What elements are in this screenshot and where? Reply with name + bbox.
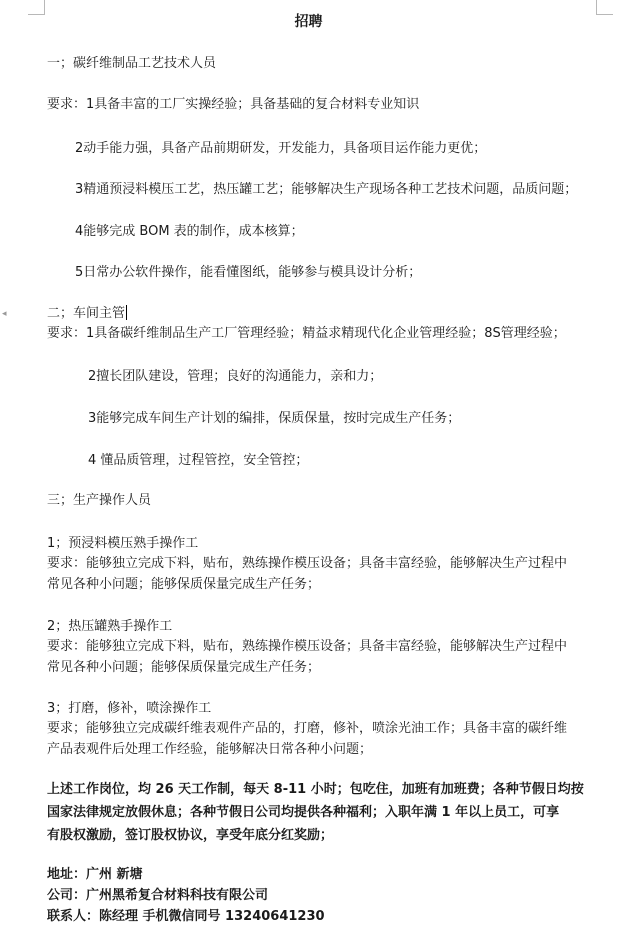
job-requirement: 要求；能够独立完成碳纤维表观件产品的，打磨，修补，喷涂光油工作；具备丰富的碳纤维: [47, 721, 568, 736]
text-cursor: [126, 305, 127, 320]
benefits-text: 上述工作岗位，均 26 天工作制，每天 8-11 小时；包吃住，加班有加班费；各种节假日均按: [47, 782, 584, 797]
benefits-text: 有股权激励，签订股权协议，享受年底分红奖励；: [47, 828, 334, 843]
contact-person: 联系人：陈经理 手机微信同号 13240641230: [47, 909, 325, 924]
contact-company: 公司：广州黑希复合材料科技有限公司: [47, 888, 269, 903]
job-title: 3；打磨，修补，喷涂操作工: [47, 701, 212, 716]
job-requirement: 要求：能够独立完成下料，贴布，熟练操作模压设备；具备丰富经验，能够解决生产过程中: [47, 639, 568, 654]
document-title: 招聘: [294, 14, 323, 30]
margin-marker-icon: ◂: [2, 309, 7, 319]
section2-heading-text: 二；车间主管: [47, 306, 126, 321]
section1-requirement: 5日常办公软件操作，能看懂图纸，能够参与模具设计分析；: [75, 265, 422, 280]
job-requirement: 要求：能够独立完成下料，贴布，熟练操作模压设备；具备丰富经验，能够解决生产过程中: [47, 556, 568, 571]
section2-requirement: 4 懂品质管理，过程管控，安全管控；: [88, 453, 309, 468]
job-title: 1；预浸料模压熟手操作工: [47, 536, 199, 551]
job-requirement: 常见各种小问题；能够保质保量完成生产任务；: [47, 660, 321, 675]
contact-address: 地址：广州 新塘: [47, 867, 143, 882]
section3-heading: 三；生产操作人员: [47, 493, 152, 508]
section2-requirement: 要求：1具备碳纤维制品生产工厂管理经验；精益求精现代化企业管理经验；8S管理经验；: [47, 326, 566, 341]
section1-requirement: 2动手能力强，具备产品前期研发，开发能力，具备项目运作能力更优；: [75, 141, 487, 156]
section1-heading: 一；碳纤维制品工艺技术人员: [47, 56, 217, 71]
section1-requirement: 4能够完成 BOM 表的制作，成本核算；: [75, 224, 304, 239]
section2-requirement: 3能够完成车间生产计划的编排，保质保量，按时完成生产任务；: [88, 411, 461, 426]
section1-requirement: 要求：1具备丰富的工厂实操经验；具备基础的复合材料专业知识: [47, 97, 420, 112]
benefits-text: 国家法律规定放假休息；各种节假日公司均提供各种福利；入职年满 1 年以上员工，可享: [47, 805, 560, 820]
job-title: 2；热压罐熟手操作工: [47, 619, 173, 634]
section1-requirement: 3精通预浸料模压工艺，热压罐工艺；能够解决生产现场各种工艺技术问题，品质问题；: [75, 182, 578, 197]
section2-heading[interactable]: [47, 305, 127, 323]
job-requirement: 常见各种小问题；能够保质保量完成生产任务；: [47, 577, 321, 592]
job-requirement: 产品表观件后处理工作经验，能够解决日常各种小问题；: [47, 742, 373, 757]
section2-requirement: 2擅长团队建设，管理；良好的沟通能力，亲和力；: [88, 369, 383, 384]
